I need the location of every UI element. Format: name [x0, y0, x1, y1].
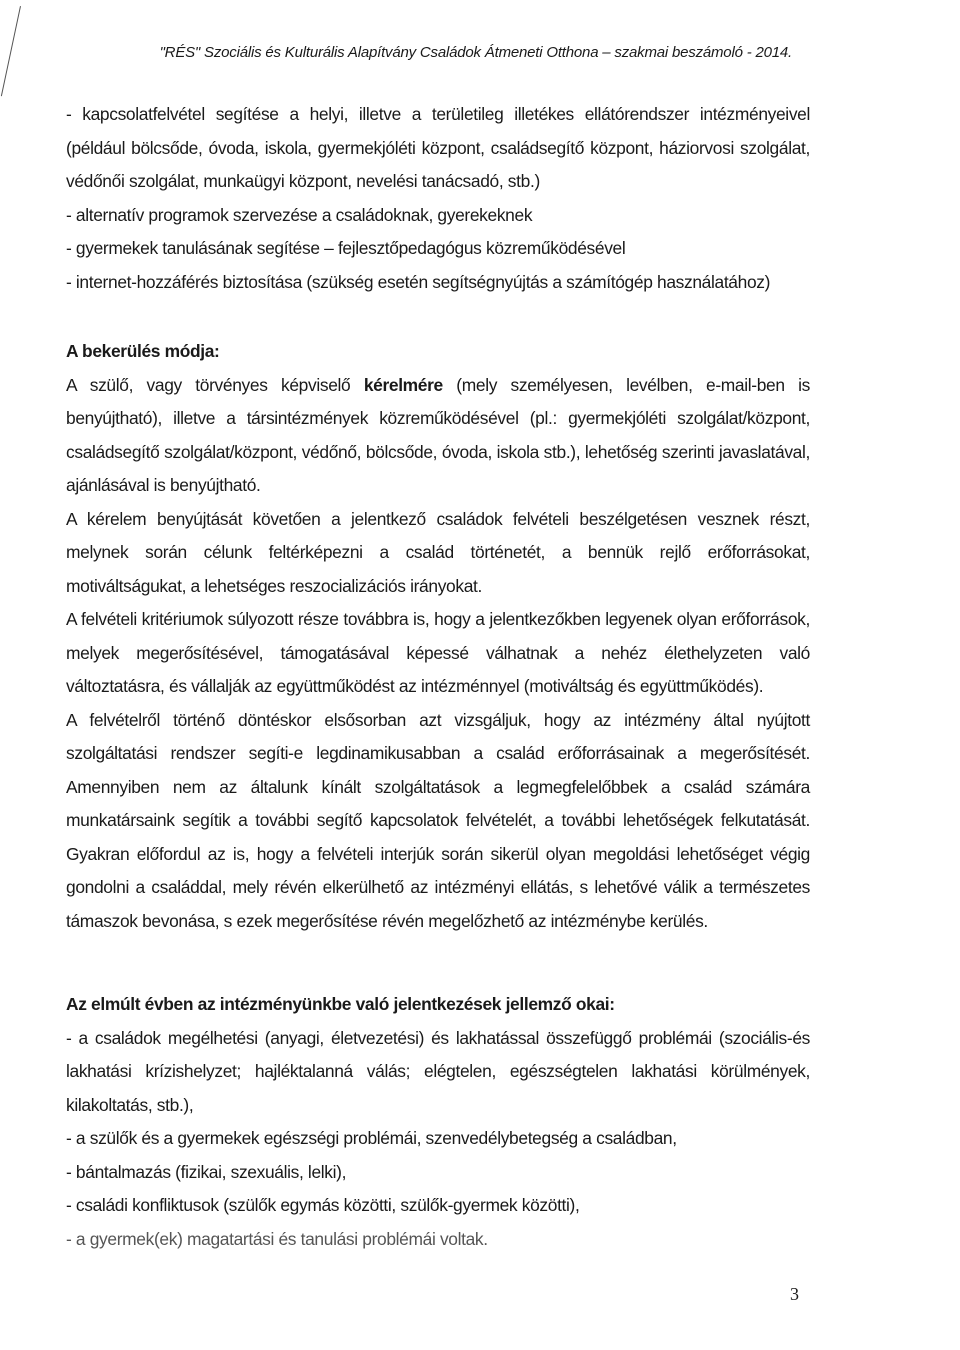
list-item: - kapcsolatfelvétel segítése a helyi, illetve a területileg illetékes ellátórendszer intézményeivel (például bölcsőde, óvoda, iskola, gyermekjóléti központ, családsegítő központ, háziorvosi szolgálat, védőnői szolgálat, munkaügyi központ, nevelési tanácsadó, stb.) [66, 104, 810, 191]
paragraph: A kérelem benyújtását követően a jelentkező családok felvételi beszélgetésen vesznek részt, melynek során célunk feltérképezni a család történetét, a bennük rejlő erőforrásokat, motiváltságukat, a lehetséges reszocializációs irányokat. [66, 508, 810, 596]
list-item: - gyermekek tanulásának segítése – fejlesztőpedagógus közreműködésével [66, 238, 626, 258]
bold-term: kérelmére [363, 374, 443, 395]
list-item: - a gyermek(ek) magatartási és tanulási problémái voltak. [66, 1228, 488, 1249]
page-number: 3 [790, 1284, 799, 1304]
page-header: "RÉS" Szociális és Kulturális Alapítvány Családok Átmeneti Otthona – szakmai beszámoló - 2014. [159, 44, 792, 61]
section-heading-admission: A bekerülés módja: [66, 341, 220, 361]
list-item: - a családok megélhetési (anyagi, életvezetési) és lakhatással összefüggő problémái (szociális-és lakhatási krízishelyzet; hajléktalanná válás; elégtelen, egészségtelen lakhatási körülmények, kilakoltatás, stb.), [66, 1027, 810, 1115]
paragraph [66, 369, 810, 503]
paragraph: A felvételről történő döntéskor elsősorban azt vizsgáljuk, hogy az intézmény által nyújtott szolgáltatási rendszer segíti-e legdinamikusabban a család erőforrásainak a megerősítését. Amennyiben nem az általunk kínált szolgáltatások a legmegfelelőbbek a család számára munkatársaink segítik a további segítő kapcsolatok felvételét, a további lehetőségek felkutatását. Gyakran előfordul az is, hogy a felvételi interjúk során sikerül olyan megoldási lehetőséget végig gondolni a családdal, mely révén elkerülhető az intézményi ellátás, s lehetővé válik a természetes támaszok bevonása, s ezek megerősítése révén megelőzhető az intézménybe kerülés. [66, 709, 810, 931]
list-item: - családi konfliktusok (szülők egymás közötti, szülők-gyermek közötti), [66, 1195, 580, 1215]
section-heading-reasons: Az elmúlt évben az intézményünkbe való jelentkezések jellemző okai: [66, 994, 615, 1014]
list-item: - internet-hozzáférés biztosítása (szükség esetén segítségnyújtás a számítógép használatához) [66, 271, 771, 292]
paragraph: A felvételi kritériumok súlyozott része továbbra is, hogy a jelentkezőkben legyenek olyan erőforrások, melyek megerősítésével, támogatásával képessé válhatnak a nehéz élethelyzeten való változtatásra, és vállalják az együttműködést az intézménnyel (motiváltság és együttműködés). [66, 609, 810, 696]
paragraph-text: A szülő, vagy törvényes képviselő [66, 374, 364, 395]
list-item: - alternatív programok szervezése a családoknak, gyerekeknek [66, 204, 533, 225]
paragraph-text: (mely személyesen, levélben, e-mail-ben is benyújtható), illetve a társintézmények közreműködésével (pl.: gyermekjóléti szolgálat/központ, családsegítő szolgálat/központ, védőnő, bölcsőde, óvoda, iskola stb.), lehetőség szerinti javaslatával, ajánlásával is benyújtható. [66, 374, 810, 495]
body-text [66, 98, 810, 1256]
list-item: - bántalmazás (fizikai, szexuális, lelki), [66, 1161, 347, 1182]
list-item: - a szülők és a gyermekek egészségi problémái, szenvedélybetegség a családban, [66, 1128, 677, 1148]
